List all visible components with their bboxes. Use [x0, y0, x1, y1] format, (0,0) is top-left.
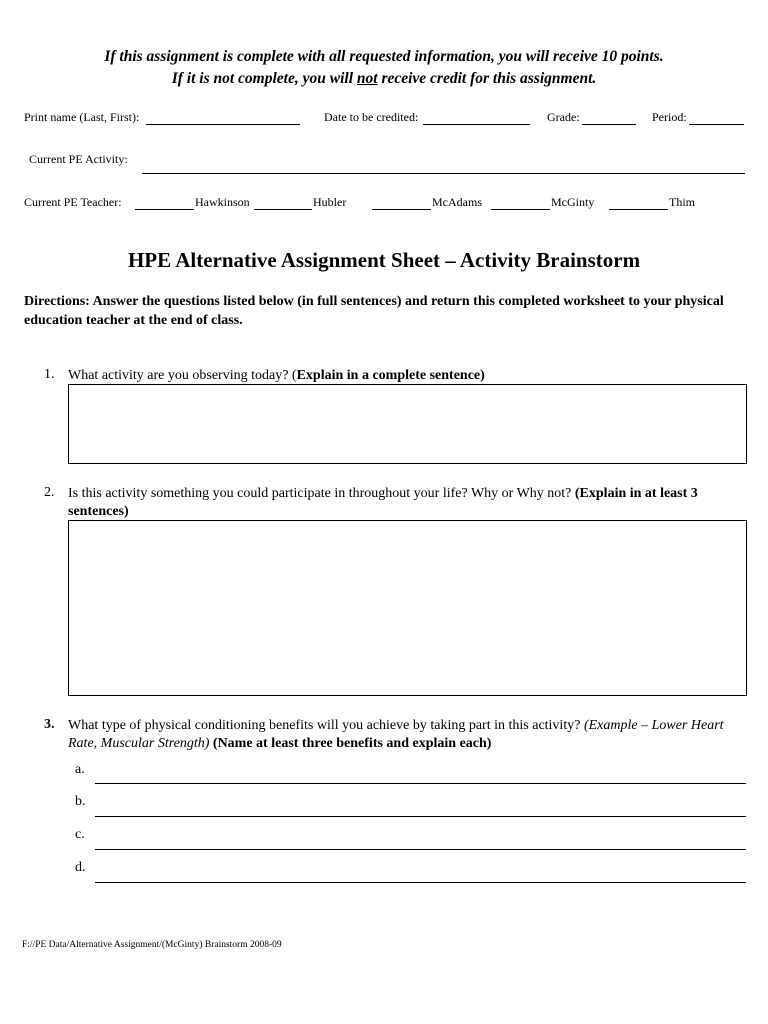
question-3-item-d-line[interactable] [95, 882, 746, 883]
teacher-mcginty-checkline[interactable] [491, 209, 550, 210]
notice-text-after: receive credit for this assignment. [377, 70, 597, 87]
question-3-item-b-line[interactable] [95, 816, 746, 817]
question-3-item-c-line[interactable] [95, 849, 746, 850]
question-2-prompt [68, 485, 748, 521]
notice-text-before: If it is not complete, you will [171, 70, 357, 87]
question-3-instruction: (Name at least three benefits and explain each) [209, 736, 492, 751]
completion-notice-line2 [0, 70, 768, 88]
question-3-item-d-label: d. [75, 860, 86, 875]
directions-text: Directions: Answer the questions listed below (in full sentences) and return this completed worksheet to your physical education teacher at the end of class. [24, 294, 724, 328]
question-3-item-a-line[interactable] [95, 783, 746, 784]
current-activity-label: Current PE Activity: [29, 152, 128, 166]
question-1-prompt [68, 367, 744, 385]
question-3-prompt [68, 717, 748, 753]
question-3-number: 3. [44, 717, 55, 732]
teacher-mcadams-checkline[interactable] [372, 209, 431, 210]
question-3-text: What type of physical conditioning benefits will you achieve by taking part in this activity? [68, 718, 584, 733]
teacher-option-hubler: Hubler [313, 195, 347, 209]
teacher-thim-checkline[interactable] [609, 209, 668, 210]
print-name-label: Print name (Last, First): [24, 110, 140, 124]
current-teacher-label: Current PE Teacher: [24, 195, 122, 209]
question-3-item-c-label: c. [75, 827, 85, 842]
question-3-item-a-label: a. [75, 762, 85, 777]
current-activity-line[interactable] [142, 173, 745, 174]
page-title: HPE Alternative Assignment Sheet – Activity Brainstorm [127, 248, 641, 272]
period-label: Period: [652, 110, 687, 124]
grade-label: Grade: [547, 110, 580, 124]
teacher-hawkinson-checkline[interactable] [135, 209, 194, 210]
notice-emphasis: not [356, 70, 378, 87]
period-line[interactable] [689, 124, 744, 125]
print-name-line[interactable] [146, 124, 300, 125]
teacher-option-thim: Thim [669, 195, 695, 209]
teacher-hubler-checkline[interactable] [254, 209, 312, 210]
teacher-option-mcadams: McAdams [432, 195, 482, 209]
question-2-text: Is this activity something you could participate in throughout your life? Why or Why not? [68, 486, 575, 501]
teacher-option-hawkinson: Hawkinson [195, 195, 250, 209]
grade-line[interactable] [582, 124, 636, 125]
question-1-number: 1. [44, 367, 55, 382]
question-1-answer-box[interactable] [68, 384, 747, 464]
teacher-option-mcginty: McGinty [551, 195, 595, 209]
question-3-example: (Example – Lower Heart Rate, Muscular Strength) [68, 718, 724, 751]
question-2-number: 2. [44, 485, 55, 500]
footer-file-path: F://PE Data/Alternative Assignment/(McGinty) Brainstorm 2008-09 [22, 940, 282, 950]
question-1-instruction: Explain in a complete sentence) [296, 368, 485, 383]
question-3-item-b-label: b. [75, 794, 86, 809]
date-credited-label: Date to be credited: [324, 110, 419, 124]
completion-notice-line1: If this assignment is complete with all requested information, you will receive 10 points. [104, 48, 664, 65]
question-2-instruction: (Explain in at least 3 sentences) [68, 486, 698, 519]
date-credited-line[interactable] [423, 124, 530, 125]
question-2-answer-box[interactable] [68, 520, 747, 696]
question-1-text: What activity are you observing today? ( [68, 368, 297, 383]
